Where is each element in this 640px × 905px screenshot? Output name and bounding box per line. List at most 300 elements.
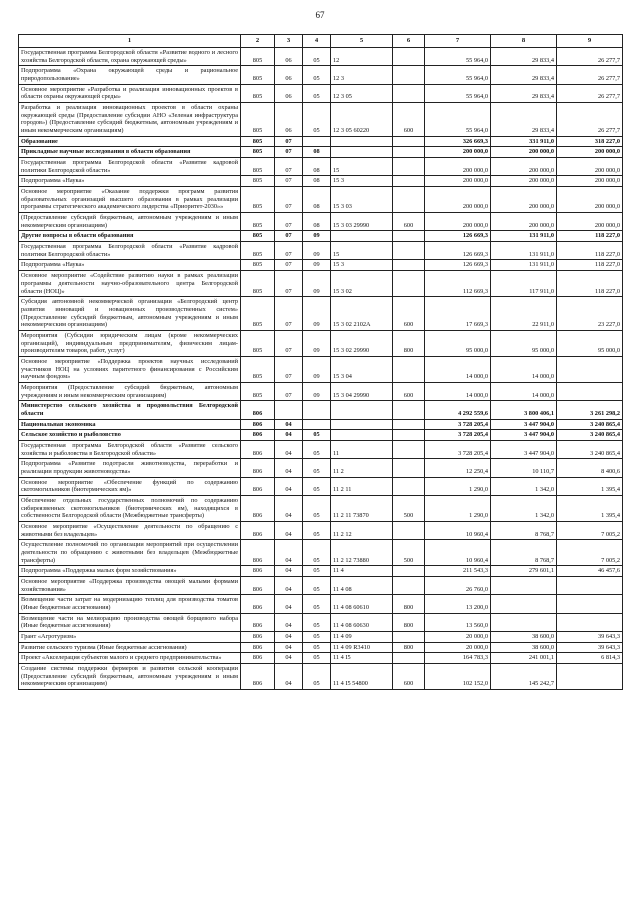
section-cell: 07 xyxy=(275,297,303,331)
header-cell: 3 xyxy=(275,35,303,48)
section-cell: 07 xyxy=(275,147,303,158)
table-row xyxy=(19,213,623,231)
subsection-cell: 09 xyxy=(303,242,331,260)
target-article-cell: 15 3 02 2102А xyxy=(331,297,393,331)
amount-year3-cell xyxy=(557,577,623,595)
amount-year3-cell: 3 240 865,4 xyxy=(557,419,623,430)
row-name-cell: Создание системы поддержки фермеров и развития сельской кооперации (Предоставление субсидий бюджетным, автономным учреждениям и иным некоммерческим организациям) xyxy=(19,664,241,690)
table-row xyxy=(19,440,623,458)
expense-type-cell xyxy=(393,566,425,577)
target-article-cell xyxy=(331,419,393,430)
row-name-cell: Государственная программа Белгородской области «Развитие водного и лесного хозяйства Белгородской области, охрана окружающей среды» xyxy=(19,48,241,66)
header-cell: 9 xyxy=(557,35,623,48)
amount-year2-cell: 29 833,4 xyxy=(491,103,557,137)
subsection-cell: 05 xyxy=(303,664,331,690)
section-cell: 04 xyxy=(275,664,303,690)
amount-year2-cell: 29 833,4 xyxy=(491,66,557,84)
expense-type-cell: 800 xyxy=(393,642,425,653)
subsection-cell: 05 xyxy=(303,48,331,66)
row-name-cell: Возмещение части затрат на модернизацию теплиц для производства томатов (Иные бюджетные ассигнования) xyxy=(19,595,241,613)
amount-year3-cell: 39 643,3 xyxy=(557,642,623,653)
amount-year3-cell: 6 814,3 xyxy=(557,653,623,664)
section-cell: 07 xyxy=(275,231,303,242)
section-cell: 07 xyxy=(275,213,303,231)
section-cell: 04 xyxy=(275,613,303,631)
target-article-cell: 11 xyxy=(331,440,393,458)
section-cell: 04 xyxy=(275,459,303,477)
header-cell: 2 xyxy=(241,35,275,48)
expense-type-cell xyxy=(393,147,425,158)
amount-year2-cell: 200 000,0 xyxy=(491,213,557,231)
amount-year3-cell xyxy=(557,664,623,690)
target-article-cell: 11 4 08 60630 xyxy=(331,613,393,631)
subsection-cell: 08 xyxy=(303,213,331,231)
expense-type-cell xyxy=(393,242,425,260)
row-name-cell: Государственная программа Белгородской области «Развитие кадровой политики Белгородской области» xyxy=(19,158,241,176)
table-row xyxy=(19,566,623,577)
grbs-cell: 805 xyxy=(241,187,275,213)
target-article-cell: 12 3 05 60220 xyxy=(331,103,393,137)
expense-type-cell xyxy=(393,231,425,242)
subsection-cell: 05 xyxy=(303,495,331,521)
amount-year1-cell: 17 669,3 xyxy=(425,297,491,331)
amount-year3-cell: 200 000,0 xyxy=(557,176,623,187)
target-article-cell: 15 3 03 29990 xyxy=(331,213,393,231)
section-cell: 04 xyxy=(275,440,303,458)
amount-year2-cell: 22 911,0 xyxy=(491,297,557,331)
section-cell: 04 xyxy=(275,642,303,653)
subsection-cell xyxy=(303,419,331,430)
row-name-cell: Прикладные научные исследования в области образования xyxy=(19,147,241,158)
row-name-cell: Подпрограмма «Наука» xyxy=(19,176,241,187)
section-cell: 07 xyxy=(275,242,303,260)
table-row xyxy=(19,84,623,102)
amount-year1-cell: 102 152,0 xyxy=(425,664,491,690)
amount-year2-cell: 200 000,0 xyxy=(491,187,557,213)
amount-year3-cell: 95 000,0 xyxy=(557,330,623,356)
expense-type-cell: 600 xyxy=(393,213,425,231)
row-name-cell: Проект «Акселерация субъектов малого и среднего предпринимательства» xyxy=(19,653,241,664)
amount-year1-cell: 326 669,3 xyxy=(425,136,491,147)
amount-year2-cell: 14 000,0 xyxy=(491,356,557,382)
header-cell: 7 xyxy=(425,35,491,48)
table-row xyxy=(19,382,623,400)
header-cell: 1 xyxy=(19,35,241,48)
table-row xyxy=(19,653,623,664)
table-row xyxy=(19,136,623,147)
table-row xyxy=(19,577,623,595)
target-article-cell: 15 3 04 29990 xyxy=(331,382,393,400)
subsection-cell: 05 xyxy=(303,521,331,539)
amount-year1-cell: 14 000,0 xyxy=(425,356,491,382)
table-row xyxy=(19,401,623,419)
amount-year1-cell: 55 964,0 xyxy=(425,84,491,102)
subsection-cell: 05 xyxy=(303,577,331,595)
table-body xyxy=(19,48,623,690)
row-name-cell: Другие вопросы в области образования xyxy=(19,231,241,242)
grbs-cell: 806 xyxy=(241,540,275,566)
table-row xyxy=(19,158,623,176)
target-article-cell: 15 xyxy=(331,158,393,176)
amount-year2-cell: 200 000,0 xyxy=(491,147,557,158)
expense-type-cell xyxy=(393,632,425,643)
amount-year1-cell: 126 669,3 xyxy=(425,242,491,260)
row-name-cell: Грант «Агротуризм» xyxy=(19,632,241,643)
table-row xyxy=(19,595,623,613)
subsection-cell: 08 xyxy=(303,187,331,213)
amount-year2-cell: 200 000,0 xyxy=(491,158,557,176)
grbs-cell: 805 xyxy=(241,103,275,137)
expense-type-cell: 600 xyxy=(393,103,425,137)
table-row xyxy=(19,231,623,242)
section-cell: 04 xyxy=(275,653,303,664)
table-row xyxy=(19,66,623,84)
target-article-cell: 15 3 02 29990 xyxy=(331,330,393,356)
amount-year1-cell: 14 000,0 xyxy=(425,382,491,400)
row-name-cell: Государственная программа Белгородской области «Развитие кадровой политики Белгородской области» xyxy=(19,242,241,260)
grbs-cell: 805 xyxy=(241,242,275,260)
amount-year3-cell: 118 227,0 xyxy=(557,242,623,260)
subsection-cell xyxy=(303,136,331,147)
amount-year3-cell xyxy=(557,613,623,631)
target-article-cell: 12 3 05 xyxy=(331,84,393,102)
section-cell: 06 xyxy=(275,103,303,137)
amount-year2-cell: 3 800 406,1 xyxy=(491,401,557,419)
table-row xyxy=(19,260,623,271)
amount-year1-cell: 3 728 205,4 xyxy=(425,419,491,430)
target-article-cell: 12 3 xyxy=(331,66,393,84)
subsection-cell: 09 xyxy=(303,382,331,400)
target-article-cell: 11 2 11 xyxy=(331,477,393,495)
amount-year1-cell: 26 760,0 xyxy=(425,577,491,595)
amount-year1-cell: 112 669,3 xyxy=(425,271,491,297)
amount-year2-cell: 3 447 904,0 xyxy=(491,440,557,458)
target-article-cell: 11 4 xyxy=(331,566,393,577)
grbs-cell: 805 xyxy=(241,213,275,231)
grbs-cell: 805 xyxy=(241,260,275,271)
expense-type-cell xyxy=(393,48,425,66)
expense-type-cell: 800 xyxy=(393,330,425,356)
amount-year3-cell: 39 643,3 xyxy=(557,632,623,643)
amount-year2-cell: 131 911,0 xyxy=(491,260,557,271)
grbs-cell: 806 xyxy=(241,577,275,595)
grbs-cell: 805 xyxy=(241,271,275,297)
target-article-cell: 11 2 11 73870 xyxy=(331,495,393,521)
target-article-cell: 15 3 xyxy=(331,176,393,187)
expense-type-cell xyxy=(393,136,425,147)
amount-year2-cell xyxy=(491,613,557,631)
table-row xyxy=(19,330,623,356)
expense-type-cell: 600 xyxy=(393,382,425,400)
row-name-cell: Министерство сельского хозяйства и продовольствия Белгородской области xyxy=(19,401,241,419)
amount-year2-cell: 279 601,1 xyxy=(491,566,557,577)
amount-year3-cell: 26 277,7 xyxy=(557,103,623,137)
amount-year3-cell: 7 005,2 xyxy=(557,540,623,566)
section-cell: 04 xyxy=(275,495,303,521)
subsection-cell: 05 xyxy=(303,540,331,566)
target-article-cell: 11 4 I5 54800 xyxy=(331,664,393,690)
section-cell: 07 xyxy=(275,271,303,297)
subsection-cell: 05 xyxy=(303,653,331,664)
table-row xyxy=(19,540,623,566)
amount-year3-cell: 26 277,7 xyxy=(557,66,623,84)
table-row xyxy=(19,613,623,631)
section-cell: 04 xyxy=(275,521,303,539)
amount-year1-cell: 200 000,0 xyxy=(425,187,491,213)
amount-year2-cell: 29 833,4 xyxy=(491,48,557,66)
grbs-cell: 805 xyxy=(241,231,275,242)
row-name-cell: Возмещение части на мелиорацию производства овощей борщевого набора (Иные бюджетные ассигнования) xyxy=(19,613,241,631)
amount-year1-cell: 211 543,3 xyxy=(425,566,491,577)
target-article-cell: 12 xyxy=(331,48,393,66)
subsection-cell: 09 xyxy=(303,231,331,242)
amount-year3-cell: 1 395,4 xyxy=(557,495,623,521)
table-row xyxy=(19,521,623,539)
row-name-cell: Мероприятия (Субсидии юридическим лицам (кроме некоммерческих организаций), индивидуальным предпринимателям, физическим лицам-производителям товаров, работ, услуг) xyxy=(19,330,241,356)
expense-type-cell xyxy=(393,260,425,271)
row-name-cell: Обеспечение отдельных государственных полномочий по содержанию сибиреязвенных скотомогильников (биотермических ям), находящихся в собственности Белгородской области (Межбюджетные трансферты) xyxy=(19,495,241,521)
subsection-cell: 09 xyxy=(303,297,331,331)
subsection-cell: 05 xyxy=(303,613,331,631)
amount-year1-cell: 200 000,0 xyxy=(425,147,491,158)
amount-year3-cell xyxy=(557,382,623,400)
expense-type-cell: 800 xyxy=(393,595,425,613)
subsection-cell: 05 xyxy=(303,477,331,495)
amount-year1-cell: 95 000,0 xyxy=(425,330,491,356)
row-name-cell: Подпрограмма «Развитие подотрасли животноводства, переработки и реализации продукции животноводства» xyxy=(19,459,241,477)
subsection-cell: 09 xyxy=(303,330,331,356)
amount-year3-cell: 118 227,0 xyxy=(557,271,623,297)
expense-type-cell: 600 xyxy=(393,297,425,331)
amount-year1-cell: 3 728 205,4 xyxy=(425,440,491,458)
grbs-cell: 805 xyxy=(241,176,275,187)
expense-type-cell: 500 xyxy=(393,540,425,566)
expense-type-cell xyxy=(393,176,425,187)
subsection-cell: 05 xyxy=(303,84,331,102)
amount-year2-cell: 8 768,7 xyxy=(491,521,557,539)
amount-year3-cell: 3 240 865,4 xyxy=(557,430,623,441)
amount-year3-cell: 8 400,6 xyxy=(557,459,623,477)
subsection-cell: 05 xyxy=(303,632,331,643)
table-row xyxy=(19,147,623,158)
amount-year2-cell: 1 342,0 xyxy=(491,495,557,521)
amount-year3-cell: 7 005,2 xyxy=(557,521,623,539)
amount-year2-cell: 95 000,0 xyxy=(491,330,557,356)
target-article-cell xyxy=(331,231,393,242)
table-row xyxy=(19,242,623,260)
target-article-cell: 11 4 09 R3410 xyxy=(331,642,393,653)
amount-year1-cell: 13 200,0 xyxy=(425,595,491,613)
row-name-cell: Образование xyxy=(19,136,241,147)
amount-year3-cell: 26 277,7 xyxy=(557,84,623,102)
header-cell: 4 xyxy=(303,35,331,48)
amount-year1-cell: 55 964,0 xyxy=(425,103,491,137)
row-name-cell: Развитие сельского туризма (Иные бюджетные ассигнования) xyxy=(19,642,241,653)
section-cell: 04 xyxy=(275,577,303,595)
expense-type-cell xyxy=(393,577,425,595)
grbs-cell: 806 xyxy=(241,401,275,419)
amount-year2-cell: 8 768,7 xyxy=(491,540,557,566)
subsection-cell: 09 xyxy=(303,271,331,297)
amount-year2-cell xyxy=(491,595,557,613)
amount-year3-cell: 118 227,0 xyxy=(557,231,623,242)
amount-year1-cell: 164 783,3 xyxy=(425,653,491,664)
grbs-cell: 806 xyxy=(241,566,275,577)
amount-year2-cell: 145 242,7 xyxy=(491,664,557,690)
amount-year2-cell: 29 833,4 xyxy=(491,84,557,102)
amount-year1-cell: 126 669,3 xyxy=(425,260,491,271)
table-row xyxy=(19,430,623,441)
amount-year1-cell: 55 964,0 xyxy=(425,48,491,66)
row-name-cell: Национальная экономика xyxy=(19,419,241,430)
section-cell: 07 xyxy=(275,382,303,400)
target-article-cell: 11 4 09 xyxy=(331,632,393,643)
table-row xyxy=(19,419,623,430)
amount-year1-cell: 200 000,0 xyxy=(425,213,491,231)
grbs-cell: 806 xyxy=(241,664,275,690)
subsection-cell: 05 xyxy=(303,595,331,613)
amount-year1-cell: 12 250,4 xyxy=(425,459,491,477)
amount-year2-cell: 38 600,0 xyxy=(491,642,557,653)
expense-type-cell xyxy=(393,459,425,477)
row-name-cell: Подпрограмма «Наука» xyxy=(19,260,241,271)
amount-year2-cell: 38 600,0 xyxy=(491,632,557,643)
section-cell: 04 xyxy=(275,595,303,613)
grbs-cell: 805 xyxy=(241,136,275,147)
grbs-cell: 805 xyxy=(241,48,275,66)
amount-year3-cell: 23 227,0 xyxy=(557,297,623,331)
subsection-cell xyxy=(303,401,331,419)
header-cell: 8 xyxy=(491,35,557,48)
expense-type-cell xyxy=(393,66,425,84)
grbs-cell: 806 xyxy=(241,632,275,643)
section-cell: 04 xyxy=(275,540,303,566)
amount-year1-cell: 13 560,0 xyxy=(425,613,491,631)
table-row xyxy=(19,103,623,137)
row-name-cell: Сельское хозяйство и рыболовство xyxy=(19,430,241,441)
grbs-cell: 806 xyxy=(241,642,275,653)
target-article-cell: 15 3 04 xyxy=(331,356,393,382)
grbs-cell: 806 xyxy=(241,613,275,631)
table-row xyxy=(19,495,623,521)
expense-type-cell xyxy=(393,440,425,458)
amount-year2-cell: 200 000,0 xyxy=(491,176,557,187)
table-row xyxy=(19,632,623,643)
section-cell: 07 xyxy=(275,330,303,356)
target-article-cell: 11 4 08 60610 xyxy=(331,595,393,613)
row-name-cell: Основное мероприятие «Осуществление деятельности по обращению с животными без владельцев» xyxy=(19,521,241,539)
table-row xyxy=(19,459,623,477)
row-name-cell: Основное мероприятие «Содействие развитию науки в рамках реализации программы деятельности научно-образовательного центра Белгородской области (НОЦ)» xyxy=(19,271,241,297)
amount-year2-cell: 3 447 904,0 xyxy=(491,419,557,430)
amount-year3-cell: 46 457,6 xyxy=(557,566,623,577)
expense-type-cell: 500 xyxy=(393,495,425,521)
table-row xyxy=(19,176,623,187)
subsection-cell: 05 xyxy=(303,459,331,477)
target-article-cell: 11 4 08 xyxy=(331,577,393,595)
row-name-cell: Субсидия автономной некоммерческой организации «Белгородский центр развития инноваций и новационных производственных систем» (Предоставление субсидий бюджетным, автономным учреждениям и иным некоммерческим организациям) xyxy=(19,297,241,331)
section-cell: 04 xyxy=(275,419,303,430)
expense-type-cell xyxy=(393,477,425,495)
amount-year1-cell: 10 960,4 xyxy=(425,540,491,566)
amount-year2-cell: 1 342,0 xyxy=(491,477,557,495)
amount-year2-cell: 131 911,0 xyxy=(491,242,557,260)
section-cell: 06 xyxy=(275,48,303,66)
amount-year3-cell: 200 000,0 xyxy=(557,187,623,213)
target-article-cell xyxy=(331,147,393,158)
table-row xyxy=(19,48,623,66)
subsection-cell: 08 xyxy=(303,147,331,158)
amount-year1-cell: 200 000,0 xyxy=(425,158,491,176)
row-name-cell: Разработка и реализация инновационных проектов в области охраны окружающей среды (Предоставление субсидии АНО «Зеленая инфраструктура городов») (Предоставление субсидий бюджетным, автономным учреждениям и иным некоммерческим организациям) xyxy=(19,103,241,137)
subsection-cell: 05 xyxy=(303,566,331,577)
target-article-cell xyxy=(331,136,393,147)
amount-year3-cell: 200 000,0 xyxy=(557,213,623,231)
grbs-cell: 806 xyxy=(241,440,275,458)
amount-year1-cell: 3 728 205,4 xyxy=(425,430,491,441)
header-cell: 6 xyxy=(393,35,425,48)
section-cell: 06 xyxy=(275,66,303,84)
table-header-row xyxy=(19,35,623,48)
expense-type-cell xyxy=(393,401,425,419)
amount-year3-cell: 200 000,0 xyxy=(557,147,623,158)
amount-year1-cell: 1 290,0 xyxy=(425,477,491,495)
row-name-cell: Основное мероприятие «Разработка и реализация инновационных проектов в области охраны окружающей среды» xyxy=(19,84,241,102)
row-name-cell: Подпрограмма «Охрана окружающей среды и рациональное природопользование» xyxy=(19,66,241,84)
target-article-cell: 11 4 I5 xyxy=(331,653,393,664)
subsection-cell: 08 xyxy=(303,176,331,187)
grbs-cell: 805 xyxy=(241,356,275,382)
amount-year2-cell: 14 000,0 xyxy=(491,382,557,400)
amount-year3-cell xyxy=(557,595,623,613)
amount-year2-cell xyxy=(491,577,557,595)
expense-type-cell xyxy=(393,187,425,213)
row-name-cell: Государственная программа Белгородской области «Развитие сельского хозяйства и рыболовства в Белгородской области» xyxy=(19,440,241,458)
amount-year3-cell: 3 261 298,2 xyxy=(557,401,623,419)
grbs-cell: 805 xyxy=(241,158,275,176)
section-cell: 07 xyxy=(275,260,303,271)
grbs-cell: 806 xyxy=(241,459,275,477)
grbs-cell: 805 xyxy=(241,382,275,400)
grbs-cell: 806 xyxy=(241,653,275,664)
grbs-cell: 806 xyxy=(241,477,275,495)
grbs-cell: 806 xyxy=(241,521,275,539)
row-name-cell: Мероприятия (Предоставление субсидий бюджетным, автономным учреждениям и иным некоммерческим организациям) xyxy=(19,382,241,400)
target-article-cell xyxy=(331,430,393,441)
section-cell: 07 xyxy=(275,176,303,187)
grbs-cell: 805 xyxy=(241,330,275,356)
table-row xyxy=(19,271,623,297)
amount-year2-cell: 117 911,0 xyxy=(491,271,557,297)
subsection-cell: 05 xyxy=(303,430,331,441)
amount-year1-cell: 20 000,0 xyxy=(425,642,491,653)
table-row xyxy=(19,187,623,213)
expense-type-cell xyxy=(393,521,425,539)
grbs-cell: 805 xyxy=(241,297,275,331)
target-article-cell xyxy=(331,401,393,419)
amount-year2-cell: 241 001,1 xyxy=(491,653,557,664)
row-name-cell: Подпрограмма «Поддержка малых форм хозяйствования» xyxy=(19,566,241,577)
row-name-cell: (Предоставление субсидий бюджетным, автономным учреждениям и иным некоммерческим организациям) xyxy=(19,213,241,231)
grbs-cell: 806 xyxy=(241,595,275,613)
row-name-cell: Осуществление полномочий по организации мероприятий при осуществлении деятельности по обращению с животными без владельцев (Межбюджетные трансферты) xyxy=(19,540,241,566)
amount-year3-cell: 318 227,0 xyxy=(557,136,623,147)
target-article-cell: 15 3 xyxy=(331,260,393,271)
header-cell: 5 xyxy=(331,35,393,48)
expense-type-cell xyxy=(393,653,425,664)
target-article-cell: 15 3 03 xyxy=(331,187,393,213)
section-cell: 04 xyxy=(275,477,303,495)
